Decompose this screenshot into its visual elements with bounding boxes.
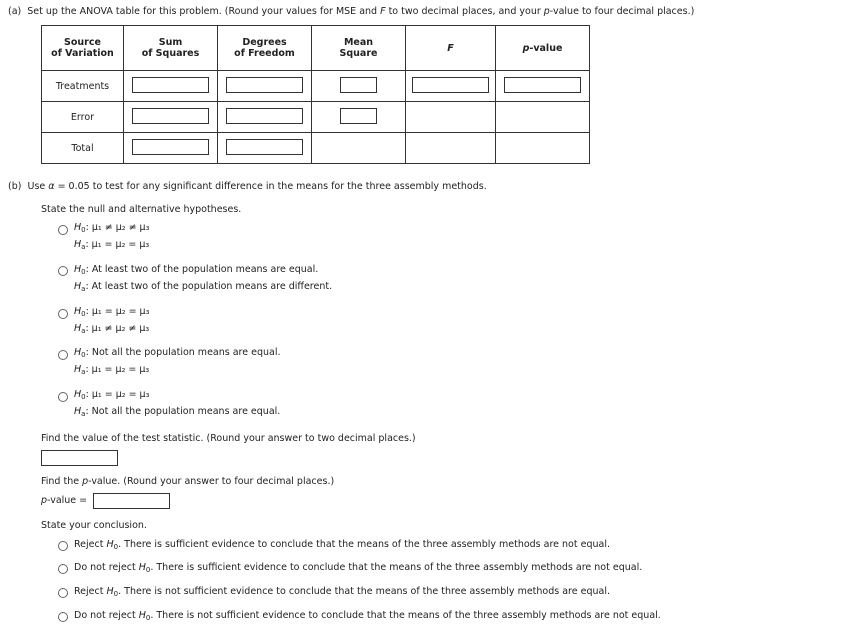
header-sum-of-squares: Sum of Squares	[124, 26, 218, 71]
header-source: Source of Variation	[42, 26, 124, 71]
test-statistic-prompt: Find the value of the test statistic. (Round your answer to two decimal places.)	[41, 433, 416, 444]
hypothesis-option-1-ha: $H_a$: μ₁ = μ₂ = μ₃	[74, 239, 150, 251]
hypothesis-option-4-h0[interactable]: $H_0$: Not all the population means are equal.	[74, 347, 281, 359]
row-label-total: Total	[42, 133, 124, 164]
treatments-p-value-input[interactable]	[504, 77, 581, 93]
part-a-label: (a)	[8, 6, 22, 17]
header-p-value: p-value	[496, 26, 590, 71]
hypothesis-option-4-radio[interactable]	[58, 350, 68, 360]
hypothesis-option-5-radio[interactable]	[58, 392, 68, 402]
conclusion-option-3-radio[interactable]	[58, 588, 68, 598]
hypothesis-option-5-h0[interactable]: $H_0$: μ₁ = μ₂ = μ₃	[74, 389, 150, 401]
treatments-ss-input[interactable]	[132, 77, 209, 93]
anova-header-row	[42, 26, 590, 71]
hypothesis-option-1-radio[interactable]	[58, 225, 68, 235]
conclusion-prompt: State your conclusion.	[41, 520, 147, 531]
anova-row-treatments	[42, 71, 590, 102]
part-b-intro: (b) Use α = 0.05 to test for any significant difference in the means for the three assembly methods.	[8, 181, 487, 192]
p-value-input[interactable]	[93, 493, 170, 509]
treatments-df-input[interactable]	[226, 77, 303, 93]
alpha-symbol: α	[48, 181, 55, 192]
hypothesis-option-2-ha: $H_a$: At least two of the population means are different.	[74, 281, 333, 293]
conclusion-option-4[interactable]: Do not reject $H_0$. There is not sufficient evidence to conclude that the means of the three assembly methods are not equal.	[74, 610, 661, 622]
anova-row-error	[42, 102, 590, 133]
row-label-treatments: Treatments	[42, 71, 124, 102]
conclusion-option-2-radio[interactable]	[58, 564, 68, 574]
header-degrees-of-freedom: Degrees of Freedom	[218, 26, 312, 71]
hypothesis-option-2-radio[interactable]	[58, 266, 68, 276]
error-f-empty-cell	[406, 102, 496, 133]
part-b-label: (b)	[8, 181, 22, 192]
anova-row-total	[42, 133, 590, 164]
error-df-input[interactable]	[226, 108, 303, 124]
error-ms-input[interactable]	[340, 108, 377, 124]
total-p-empty-cell	[496, 133, 590, 164]
anova-table	[41, 25, 590, 164]
total-f-empty-cell	[406, 133, 496, 164]
hypotheses-prompt: State the null and alternative hypotheses.	[41, 204, 242, 215]
error-ss-input[interactable]	[132, 108, 209, 124]
hypothesis-option-1-h0[interactable]: $H_0$: μ₁ ≠ μ₂ ≠ μ₃	[74, 222, 150, 234]
total-ms-empty-cell	[312, 133, 406, 164]
error-p-empty-cell	[496, 102, 590, 133]
hypothesis-option-3-h0[interactable]: $H_0$: μ₁ = μ₂ = μ₃	[74, 306, 150, 318]
total-ss-input[interactable]	[132, 139, 209, 155]
total-df-input[interactable]	[226, 139, 303, 155]
conclusion-option-2[interactable]: Do not reject $H_0$. There is sufficient evidence to conclude that the means of the three assembly methods are not equal.	[74, 562, 643, 574]
hypothesis-option-5-ha: $H_a$: Not all the population means are equal.	[74, 406, 281, 418]
conclusion-option-4-radio[interactable]	[58, 612, 68, 622]
conclusion-option-1-radio[interactable]	[58, 541, 68, 551]
hypothesis-option-4-ha: $H_a$: μ₁ = μ₂ = μ₃	[74, 364, 150, 376]
hypothesis-option-3-ha: $H_a$: μ₁ ≠ μ₂ ≠ μ₃	[74, 323, 150, 335]
treatments-ms-input[interactable]	[340, 77, 377, 93]
row-label-error: Error	[42, 102, 124, 133]
header-mean-square: Mean Square	[312, 26, 406, 71]
p-value-label: p-value =	[41, 495, 88, 506]
conclusion-option-1[interactable]: Reject $H_0$. There is sufficient evidence to conclude that the means of the three assembly methods are not equal.	[74, 539, 610, 551]
hypothesis-option-3-radio[interactable]	[58, 309, 68, 319]
hypothesis-option-2-h0[interactable]: $H_0$: At least two of the population means are equal.	[74, 264, 319, 276]
part-a-instruction: (a) Set up the ANOVA table for this problem. (Round your values for MSE and F to two decimal places, and your p-value to four decimal places.)	[8, 6, 695, 17]
p-value-prompt: Find the p-value. (Round your answer to four decimal places.)	[41, 476, 335, 487]
treatments-f-input[interactable]	[412, 77, 489, 93]
header-f: F	[406, 26, 496, 71]
test-statistic-input[interactable]	[41, 450, 118, 466]
conclusion-option-3[interactable]: Reject $H_0$. There is not sufficient evidence to conclude that the means of the three assembly methods are equal.	[74, 586, 610, 598]
